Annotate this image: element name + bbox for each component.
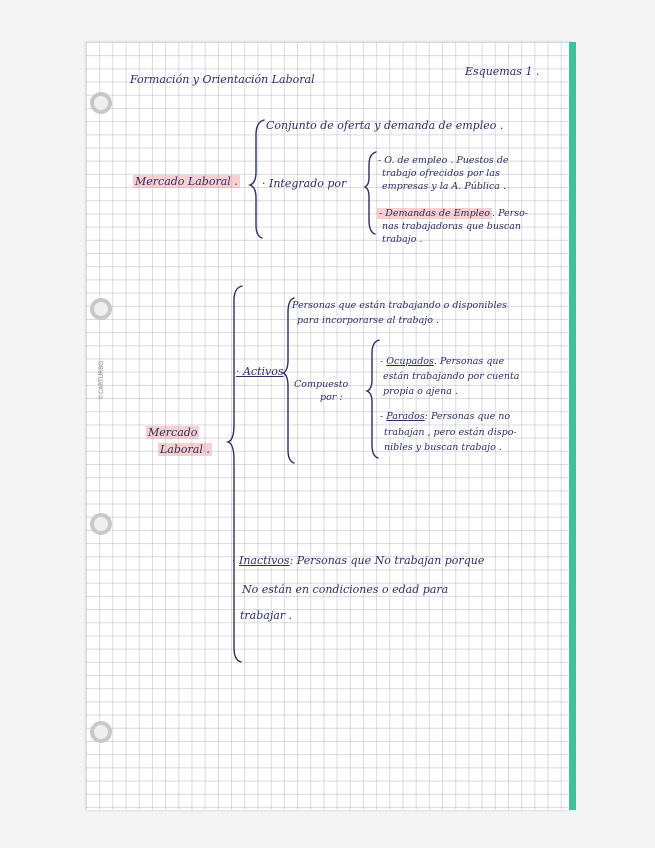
personas-line: para incorporarse al trabajo . — [297, 315, 439, 326]
watermark: ©CARTURBO — [98, 361, 105, 400]
demanda-label: - Demandas de Empleo — [379, 208, 491, 219]
ocupados-rest: . Personas que — [433, 356, 505, 367]
inactivos-rest: : Personas que No trabajan porque — [289, 554, 485, 567]
oferta-line: - O. de empleo . Puestos de — [378, 155, 509, 166]
activos-heading — [236, 364, 284, 379]
section1-integrado: · Integrado por — [262, 177, 347, 190]
demanda-rest: . Perso- — [492, 208, 529, 219]
section2-root-text: Laboral . — [160, 443, 210, 456]
parados-line: trabajan , pero están dispo- — [384, 427, 517, 438]
bracket-integrado — [365, 152, 376, 234]
ocupados-line: - Ocupados. Personas que — [380, 356, 505, 367]
personas-line: Personas que están trabajando o disponibles — [292, 300, 507, 311]
ocupados-line: están trabajando por cuenta — [383, 371, 520, 382]
demanda-line: trabajo . — [382, 234, 423, 245]
section1-root — [133, 174, 240, 189]
demanda-line — [377, 207, 528, 220]
compuesto-line: por : — [320, 392, 343, 403]
section1-conjunto: Conjunto de oferta y demanda de empleo . — [266, 119, 504, 132]
ocupados-line: propia o ajena . — [383, 386, 458, 397]
inactivos-label: Inactivos — [239, 554, 290, 567]
inactivos-line: No están en condiciones o edad para — [242, 583, 449, 596]
inactivos-line: trabajar . — [240, 609, 293, 622]
section1-root-text: Mercado Laboral . — [135, 175, 238, 188]
parados-label: Parados — [386, 411, 425, 422]
section2-root-line1 — [146, 425, 199, 440]
compuesto-line: Compuesto — [294, 379, 349, 390]
demanda-line: nas trabajadoras que buscan — [382, 221, 521, 232]
oferta-line: empresas y la A. Pública . — [382, 181, 507, 192]
bracket-compuesto — [367, 340, 379, 458]
oferta-line: trabajo ofrecidos por las — [382, 168, 500, 179]
section2-root-line2 — [158, 442, 212, 457]
activos-label: · Activos — [236, 365, 284, 378]
section2-root-text: Mercado — [148, 426, 198, 439]
ocupados-label: Ocupados — [386, 356, 434, 367]
parados-rest: : Personas que no — [424, 411, 511, 422]
parados-line: - Parados: Personas que no — [380, 411, 511, 422]
inactivos-line: · Inactivos: Personas que No trabajan porque — [232, 554, 485, 567]
header-page-label: Esquemas 1 . — [465, 65, 540, 78]
bracket-section2 — [228, 286, 242, 662]
parados-line: nibles y buscan trabajo . — [384, 442, 502, 453]
bracket-activos — [283, 298, 294, 463]
header-subject: Formación y Orientación Laboral — [130, 73, 315, 86]
